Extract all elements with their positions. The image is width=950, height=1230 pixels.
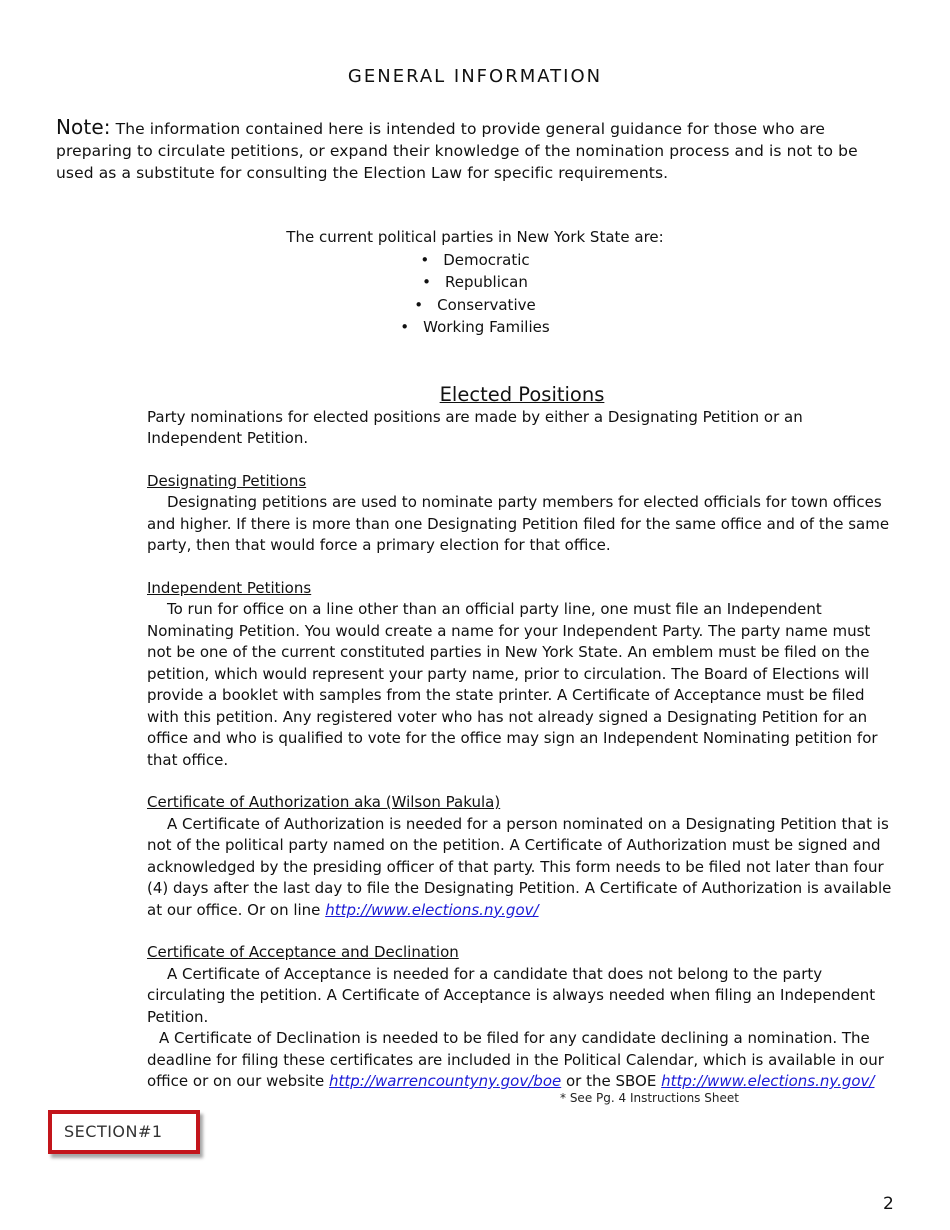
acceptance-heading: Certificate of Acceptance and Declination xyxy=(147,943,459,961)
elections-link[interactable]: http://www.elections.ny.gov/ xyxy=(325,900,539,919)
note-text: The information contained here is intended to provide general guidance for those who are preparing to circulate petitions, or expand their knowledge of the nomination process and is not to be used as a substitute for consulting the Election Law for specific requirements. xyxy=(56,120,858,182)
authorization-text: A Certificate of Authorization is needed for a person nominated on a Designating Petition that is not of the political party named on the petition. A Certificate of Authorization must be signed and acknowledged by the presiding officer of that party. This form needs to be filed not later than four (4) days after the last day to file the Designating Petition. A Certificate of Authorization is available at our office. Or on line xyxy=(147,814,892,919)
authorization-heading: Certificate of Authorization aka (Wilson Pakula) xyxy=(147,793,501,811)
declination-paragraph xyxy=(147,1028,897,1093)
parties-intro: The current political parties in New York State are: xyxy=(286,228,664,246)
acceptance-text: A Certificate of Acceptance is needed for a candidate that does not belong to the party circulating the petition. A Certificate of Acceptance is always needed when filing an Independent Petition. xyxy=(147,964,876,1026)
party-item: • Conservative xyxy=(0,294,950,317)
party-item: • Working Families xyxy=(0,316,950,339)
section-label: SECTION#1 xyxy=(64,1122,163,1141)
note-label: Note: xyxy=(56,115,111,139)
sboe-link[interactable]: http://www.elections.ny.gov/ xyxy=(661,1072,875,1090)
elected-positions-heading: Elected Positions xyxy=(439,383,605,406)
party-item: • Democratic xyxy=(0,249,950,272)
elected-positions-intro: Party nominations for elected positions are made by either a Designating Petition or an Independent Petition. xyxy=(147,407,803,447)
declination-text: A Certificate of Declination is needed to be filed for any candidate declining a nomination. The deadline for filing these certificates are included in the Political Calendar, which is available in our office or on our website xyxy=(147,1029,884,1090)
page-title: GENERAL INFORMATION xyxy=(347,66,603,87)
independent-petitions-heading: Independent Petitions xyxy=(147,578,312,597)
parties-list xyxy=(0,249,950,339)
section-badge xyxy=(48,1110,200,1154)
parties-block xyxy=(0,226,950,339)
independent-petitions-text: To run for office on a line other than an official party line, one must file an Independent Nominating Petition. You would create a name for your Independent Party. The party name must not be one of the current constituted parties in New York State. An emblem must be filed on the petition, which would represent your party name, prior to circulation. The Board of Elections will provide a booklet with samples from the state printer. A Certificate of Acceptance must be filed with this petition. Any registered voter who has not already signed a Designating Petition for an office and who is qualified to vote for the office may sign an Independent Nominating petition for that office. xyxy=(147,600,878,769)
county-boe-link[interactable]: http://warrencountyny.gov/boe xyxy=(329,1072,562,1090)
declination-middle: or the SBOE xyxy=(561,1072,662,1090)
designating-petitions-heading: Designating Petitions xyxy=(147,471,307,490)
main-content xyxy=(147,384,897,1093)
authorization-paragraph xyxy=(147,814,897,922)
designating-petitions-text: Designating petitions are used to nominate party members for elected officials for town offices and higher. If there is more than one Designating Petition filed for the same office and of the same party, then that would force a primary election for that office. xyxy=(147,493,890,554)
footnote: * See Pg. 4 Instructions Sheet xyxy=(560,1091,739,1105)
party-item: • Republican xyxy=(0,271,950,294)
note-paragraph xyxy=(56,116,886,184)
page-number: 2 xyxy=(883,1194,894,1214)
